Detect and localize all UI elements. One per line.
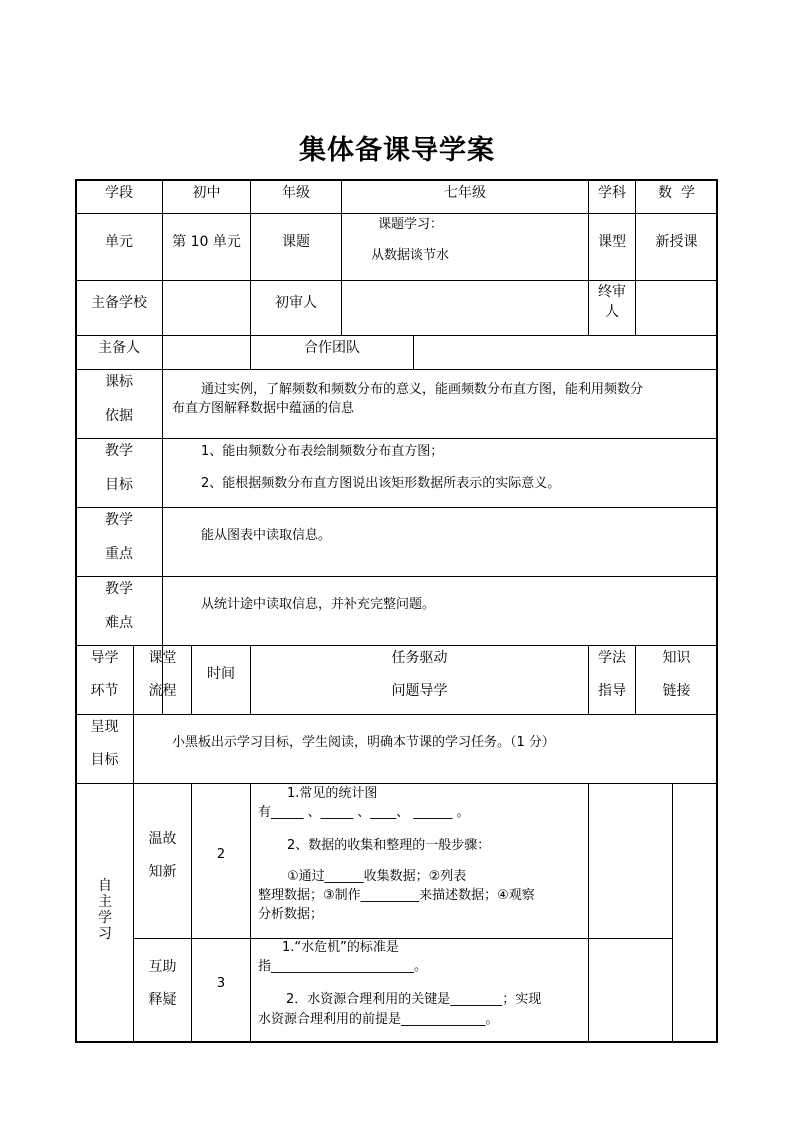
row-divider bbox=[133, 938, 672, 939]
grade-label: 年级 bbox=[282, 185, 310, 201]
main-preparer-label: 主备人 bbox=[98, 340, 140, 356]
header-task-1: 任务驱动 bbox=[391, 650, 448, 666]
col-divider bbox=[588, 783, 589, 1042]
row-divider bbox=[76, 783, 717, 784]
standard-label-2: 依据 bbox=[105, 408, 133, 424]
unit-value: 第 10 单元 bbox=[172, 234, 241, 250]
row-divider bbox=[76, 213, 717, 214]
header-flow-2: 流程 bbox=[148, 683, 177, 699]
row-divider bbox=[76, 280, 717, 281]
goal-item-1: 1、能由频数分布表绘制频数分布直方图； bbox=[201, 444, 444, 459]
subject-label: 学科 bbox=[598, 185, 626, 201]
review-label-1: 温故 bbox=[148, 831, 177, 847]
header-method-2: 指导 bbox=[598, 683, 626, 699]
lesson-type-value: 新授课 bbox=[655, 234, 698, 250]
col-divider bbox=[162, 180, 163, 369]
mutual-q1-a: 1.“水危机”的标准是 bbox=[282, 940, 399, 955]
header-link-1: 知识 bbox=[662, 650, 691, 666]
lead-school-label: 主备学校 bbox=[91, 295, 147, 311]
present-goal-label-2: 目标 bbox=[90, 752, 119, 768]
school-stage-value: 初中 bbox=[192, 185, 221, 201]
key-points-text: 能从图表中读取信息。 bbox=[201, 528, 332, 543]
review-q1-b: 有_____ 、_____ 、____、 ______ 。 bbox=[258, 805, 470, 820]
mutual-label-2: 释疑 bbox=[148, 992, 177, 1008]
review-q2-a: ①通过______收集数据；②列表 bbox=[287, 869, 467, 884]
standard-text-1: 通过实例，了解频数和频数分布的意义，能画频数分布直方图，能利用频数分 bbox=[201, 382, 644, 397]
team-label: 合作团队 bbox=[304, 340, 360, 356]
self-study-label: 自主学习 bbox=[98, 878, 112, 942]
col-divider bbox=[413, 335, 414, 369]
row-divider bbox=[76, 335, 717, 336]
header-stage-1: 导学 bbox=[90, 650, 119, 666]
review-q2-c: 分析数据； bbox=[258, 907, 324, 922]
topic-line-2: 从数据谈节水 bbox=[371, 248, 450, 263]
document-title: 集体备课导学案 bbox=[299, 135, 495, 166]
col-divider bbox=[133, 714, 134, 783]
difficulties-label-2: 难点 bbox=[105, 615, 133, 631]
topic-label: 课题 bbox=[282, 234, 310, 250]
header-time: 时间 bbox=[207, 666, 235, 682]
final-reviewer-label-2: 人 bbox=[605, 304, 619, 320]
subject-value: 数 学 bbox=[658, 185, 695, 201]
review-q2-b: 整理数据；③制作_________来描述数据；④观察 bbox=[258, 888, 535, 903]
col-divider bbox=[191, 783, 192, 1042]
row-divider bbox=[76, 576, 717, 577]
difficulties-label-1: 教学 bbox=[105, 581, 133, 597]
topic-line-1: 课题学习： bbox=[378, 217, 444, 232]
row-divider bbox=[76, 714, 717, 715]
header-task-2: 问题导学 bbox=[391, 683, 448, 699]
row-divider bbox=[76, 438, 717, 439]
mutual-time: 3 bbox=[216, 976, 226, 991]
present-goal-label-1: 呈现 bbox=[90, 719, 119, 735]
key-points-label-1: 教学 bbox=[105, 512, 133, 528]
header-method-1: 学法 bbox=[598, 650, 626, 666]
mutual-q2-b: 水资源合理利用的前提是_____________。 bbox=[258, 1012, 499, 1027]
col-divider bbox=[341, 180, 342, 335]
row-divider bbox=[76, 645, 717, 646]
final-reviewer-label-1: 终审 bbox=[598, 284, 626, 300]
review-time: 2 bbox=[216, 847, 226, 862]
grade-value: 七年级 bbox=[444, 185, 486, 201]
col-divider bbox=[250, 783, 251, 1042]
header-flow-1: 课堂 bbox=[148, 650, 177, 666]
header-link-2: 链接 bbox=[662, 683, 691, 699]
present-goal-text: 小黑板出示学习目标，学生阅读，明确本节课的学习任务。（1 分） bbox=[172, 735, 555, 750]
first-reviewer-label: 初审人 bbox=[275, 295, 317, 311]
col-divider bbox=[672, 783, 673, 1042]
review-label-2: 知新 bbox=[148, 864, 177, 880]
col-divider bbox=[635, 180, 636, 335]
review-q2: 2、数据的收集和整理的一般步骤： bbox=[287, 838, 491, 853]
goals-label-1: 教学 bbox=[105, 443, 133, 459]
unit-label: 单元 bbox=[105, 234, 133, 250]
header-stage-2: 环节 bbox=[90, 683, 119, 699]
goals-label-2: 目标 bbox=[105, 477, 133, 493]
goal-item-2: 2、能根据频数分布直方图说出该矩形数据所表示的实际意义。 bbox=[201, 476, 561, 491]
difficulties-text: 从统计途中读取信息，并补充完整问题。 bbox=[201, 597, 436, 612]
row-divider bbox=[76, 369, 717, 370]
row-divider bbox=[76, 507, 717, 508]
lesson-type-label: 课型 bbox=[598, 234, 626, 250]
standard-text-2: 布直方图解释数据中蕴涵的信息 bbox=[172, 401, 355, 416]
mutual-label-1: 互助 bbox=[148, 959, 177, 975]
key-points-label-2: 重点 bbox=[105, 546, 133, 562]
mutual-q1-b: 指______________________。 bbox=[258, 959, 428, 974]
school-stage-label: 学段 bbox=[105, 185, 133, 201]
review-q1-a: 1.常见的统计图 bbox=[287, 786, 378, 801]
standard-label-1: 课标 bbox=[105, 374, 133, 390]
mutual-q2-a: 2．水资源合理利用的关键是________；实现 bbox=[286, 992, 542, 1007]
